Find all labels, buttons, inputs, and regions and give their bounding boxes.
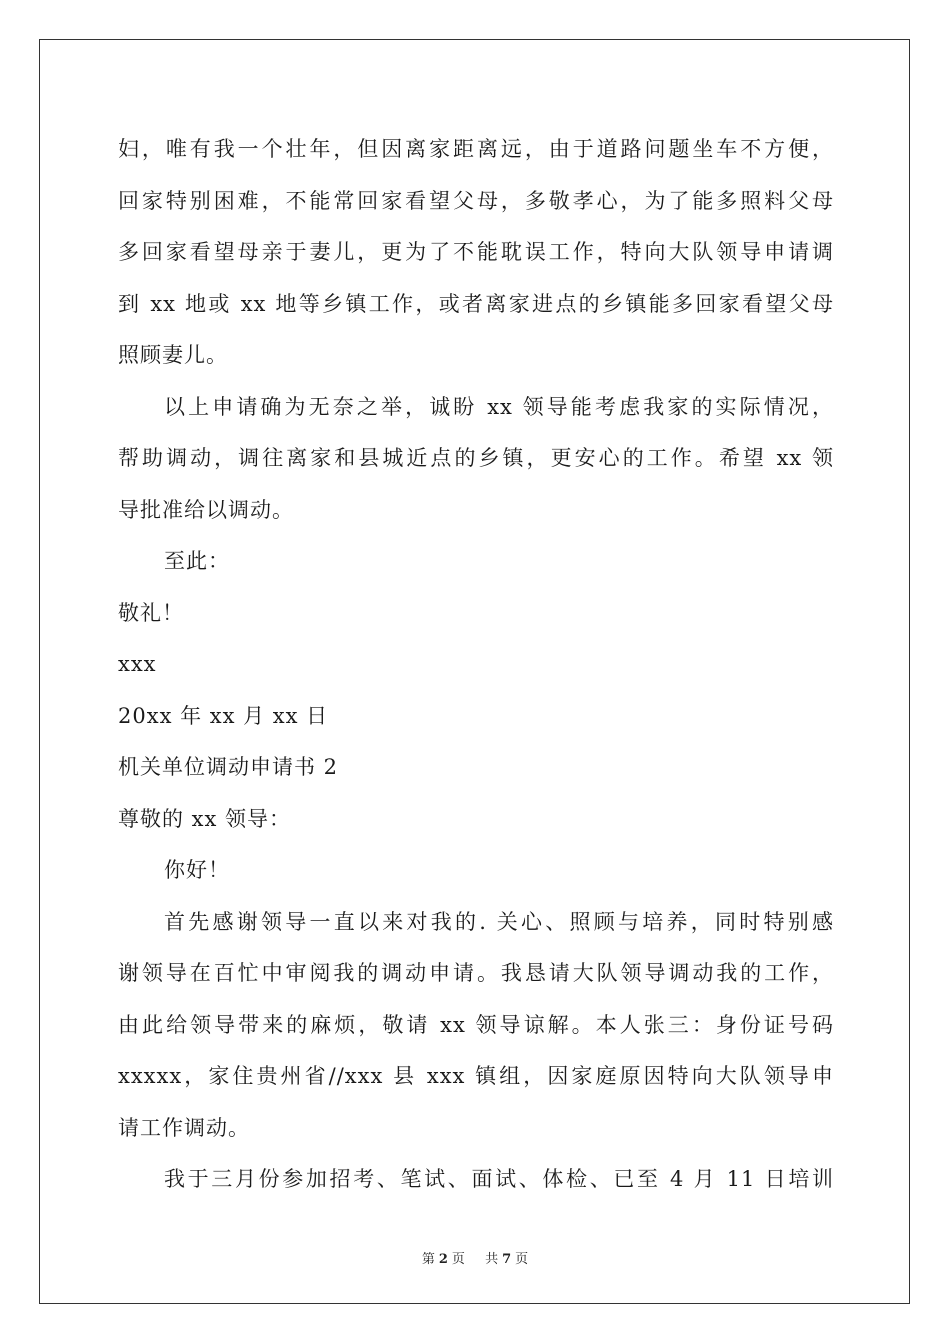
signature-name: xxx (118, 652, 157, 676)
paragraph-line: 请工作调动。 (118, 1115, 250, 1140)
paragraph-line: 谢领导在百忙中审阅我的调动申请。我恳请大队领导调动我的工作， (118, 961, 834, 985)
paragraph-line: 由此给领导带来的麻烦，敬请 xx 领导谅解。本人张三：身份证号码 (118, 1012, 834, 1037)
current-page: 2 (438, 1252, 448, 1267)
total-suffix: 页 (515, 1252, 529, 1267)
document-body (118, 124, 834, 1206)
total-pages: 7 (502, 1252, 512, 1267)
section-title: 机关单位调动申请书 2 (118, 755, 339, 779)
paragraph-line: 多回家看望母亲于妻儿，更为了不能耽误工作，特向大队领导申请调 (118, 240, 834, 264)
letter-hello: 你好！ (164, 858, 230, 882)
paragraph-line: 到 xx 地或 xx 地等乡镇工作，或者离家进点的乡镇能多回家看望父母 (118, 291, 834, 316)
paragraph-line: 照顾妻儿。 (118, 343, 228, 367)
closing-phrase: 至此： (164, 549, 230, 573)
paragraph-line: 回家特别困难，不能常回家看望父母，多敬孝心，为了能多照料父母 (118, 188, 834, 213)
salutation: 敬礼！ (118, 600, 184, 625)
page-suffix: 页 (451, 1252, 465, 1267)
paragraph-line: xxxxx，家住贵州省//xxx 县 xxx 镇组，因家庭原因特向大队领导申 (118, 1064, 834, 1088)
page-prefix: 第 (421, 1252, 435, 1267)
paragraph-line: 首先感谢领导一直以来对我的. 关心、照顾与培养，同时特别感 (164, 909, 834, 934)
paragraph-line: 帮助调动，调往离家和县城近点的乡镇，更安心的工作。希望 xx 领 (118, 446, 834, 470)
page-number (418, 1252, 469, 1267)
page-footer (0, 1248, 950, 1267)
paragraph-line: 导批准给以调动。 (118, 497, 294, 522)
paragraph-line: 以上申请确为无奈之举，诚盼 xx 领导能考虑我家的实际情况， (164, 394, 834, 419)
letter-greeting: 尊敬的 xx 领导： (118, 806, 292, 831)
signature-date: 20xx 年 xx 月 xx 日 (118, 703, 329, 728)
total-prefix: 共 (485, 1252, 499, 1267)
page-total (481, 1252, 532, 1267)
paragraph-line: 妇，唯有我一个壮年，但因离家距离远，由于道路问题坐车不方便， (118, 137, 834, 161)
paragraph-line: 我于三月份参加招考、笔试、面试、体检、已至 4 月 11 日培训 (164, 1167, 834, 1191)
